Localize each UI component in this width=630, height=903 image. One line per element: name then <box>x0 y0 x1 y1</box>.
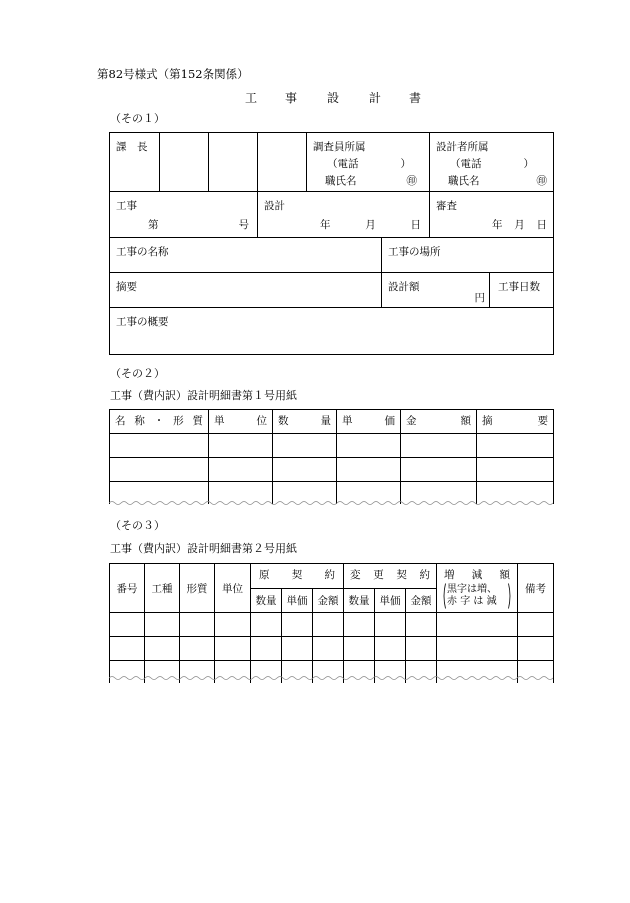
table-cell[interactable] <box>337 458 401 482</box>
kouji-place-cell[interactable] <box>382 238 554 273</box>
designer-title: 設計者所属 <box>436 141 489 153</box>
table-cell[interactable] <box>251 637 282 661</box>
header-char: 量 <box>320 415 331 427</box>
table-row <box>110 458 554 482</box>
header-name-keishitsu <box>110 410 209 434</box>
header-char: 契 <box>396 569 407 581</box>
table-cell[interactable] <box>406 637 437 661</box>
kouji-gaiyou-cell[interactable] <box>110 308 554 355</box>
table-cell[interactable] <box>337 434 401 458</box>
shinsa-label: 審査 <box>436 200 457 212</box>
wavy-break-line <box>109 675 553 681</box>
stamp-cell[interactable] <box>258 133 307 192</box>
header-char: 契 <box>291 569 303 581</box>
table-cell[interactable] <box>518 613 554 637</box>
year-label: 年 <box>492 219 503 231</box>
month-label: 月 <box>365 219 376 231</box>
header-keishitsu <box>180 564 215 613</box>
header-char: 質 <box>192 415 203 427</box>
table-cell[interactable] <box>313 613 344 637</box>
subheader-label: 数量 <box>255 594 277 607</box>
header-tekiyou <box>477 410 554 434</box>
section3-table <box>109 563 554 683</box>
kouji-label: 工事 <box>116 200 137 212</box>
subheader-label: 単価 <box>286 594 308 607</box>
section1-label: （その１） <box>110 112 165 125</box>
table-cell[interactable] <box>344 613 375 637</box>
table-cell[interactable] <box>375 613 406 637</box>
header-char: 形 <box>173 415 184 427</box>
form-number: 第82号様式（第152条関係） <box>97 67 249 81</box>
day-label: 日 <box>410 219 421 231</box>
header-char: 数 <box>278 415 289 427</box>
section2-label: （その２） <box>110 367 165 380</box>
header-char: 単 <box>342 415 353 427</box>
table-cell[interactable] <box>180 613 215 637</box>
table-cell[interactable] <box>110 613 145 637</box>
kouji-days-cell[interactable] <box>490 273 540 307</box>
surveyor-name-label: 職氏名 <box>325 175 357 187</box>
header-char: 原 <box>259 569 270 581</box>
subheader-label: 金額 <box>410 594 432 607</box>
stamp-cell[interactable] <box>209 133 258 192</box>
month-label: 月 <box>514 219 525 231</box>
header-tani <box>209 410 273 434</box>
surveyor-seal: ㊞ <box>406 175 417 187</box>
subheader-label: 数量 <box>348 594 370 607</box>
header-tani <box>215 564 251 613</box>
table-cell[interactable] <box>282 637 313 661</box>
tekiyou-label: 摘要 <box>116 281 137 293</box>
title-char: 事 <box>285 91 298 105</box>
table-cell[interactable] <box>401 434 477 458</box>
header-zougen <box>437 564 518 613</box>
subheader-suuryou <box>251 588 282 613</box>
subheader-tanka <box>375 588 406 613</box>
sekkei-gaku-row <box>382 273 554 308</box>
bangou-label: 番号 <box>116 582 138 595</box>
table-cell[interactable] <box>344 637 375 661</box>
title-char: 工 <box>245 91 258 105</box>
surveyor-cell <box>307 133 430 192</box>
designer-cell <box>430 133 554 192</box>
tani-label: 単位 <box>222 582 243 595</box>
table-cell[interactable] <box>110 637 145 661</box>
sekkei-label: 設計 <box>264 200 285 212</box>
subheader-label: 金額 <box>317 594 339 607</box>
tekiyou-cell[interactable] <box>110 273 382 308</box>
header-char: 額 <box>460 415 471 427</box>
section3-label: （その３） <box>110 519 165 532</box>
wavy-break-line <box>109 500 553 506</box>
table-row <box>110 613 554 637</box>
table-cell[interactable] <box>282 613 313 637</box>
table-cell[interactable] <box>518 637 554 661</box>
table-cell[interactable] <box>180 637 215 661</box>
section2-table <box>109 409 554 504</box>
subheader-label: 単価 <box>379 594 401 607</box>
subheader-kingaku <box>406 588 437 613</box>
kouji-name-cell[interactable] <box>110 238 382 273</box>
surveyor-title: 調査員所属 <box>313 141 366 153</box>
table-cell[interactable] <box>273 434 337 458</box>
kachou-label: 課 長 <box>116 141 148 153</box>
designer-seal: ㊞ <box>536 175 547 187</box>
keishitsu-label: 形質 <box>186 582 208 595</box>
header-char: 約 <box>324 569 336 581</box>
table-cell[interactable] <box>145 637 180 661</box>
table-cell[interactable] <box>477 434 554 458</box>
right-paren-icon <box>508 583 512 609</box>
subheader-suuryou <box>344 588 375 613</box>
header-bangou <box>110 564 145 613</box>
table-cell[interactable] <box>273 458 337 482</box>
sekkei-gaku-cell[interactable] <box>382 273 490 307</box>
table-cell[interactable] <box>313 637 344 661</box>
table-row <box>110 637 554 661</box>
table-cell[interactable] <box>209 434 273 458</box>
kouji-gaiyou-label: 工事の概要 <box>116 316 169 328</box>
table-cell[interactable] <box>110 458 209 482</box>
section2-subtitle: 工事（費内訳）設計明細書第１号用紙 <box>110 389 297 402</box>
table-cell[interactable] <box>215 637 251 661</box>
header-char: 増 <box>444 569 455 581</box>
header-char: 額 <box>499 569 511 581</box>
table-cell[interactable] <box>437 637 518 661</box>
subheader-kingaku <box>313 588 344 613</box>
zougen-note-red: 赤 字 は 減 <box>447 596 497 607</box>
designer-tel: （電話 ） <box>450 158 534 170</box>
stamp-cell[interactable] <box>160 133 209 192</box>
header-char: 金 <box>406 415 417 427</box>
header-char: 約 <box>419 569 431 581</box>
header-bikou <box>518 564 554 613</box>
table-cell[interactable] <box>215 613 251 637</box>
header-tanka <box>337 410 401 434</box>
table-cell[interactable] <box>110 434 209 458</box>
header-henkou-keiyaku <box>344 564 437 589</box>
section3-subtitle: 工事（費内訳）設計明細書第２号用紙 <box>110 542 297 555</box>
year-label: 年 <box>320 219 331 231</box>
title-char: 設 <box>327 91 340 105</box>
header-char: 要 <box>537 415 548 427</box>
kouji-place-label: 工事の場所 <box>388 246 441 258</box>
table-cell[interactable] <box>375 637 406 661</box>
table-cell[interactable] <box>406 613 437 637</box>
table-cell[interactable] <box>145 613 180 637</box>
kachou-cell <box>110 133 160 192</box>
header-char: 更 <box>373 569 384 581</box>
shinsa-date-cell[interactable] <box>430 192 554 238</box>
header-char: 摘 <box>482 415 493 427</box>
gou-label: 号 <box>238 219 249 231</box>
header-koushu <box>145 564 180 613</box>
kouji-days-label: 工事日数 <box>498 281 540 293</box>
header-char: ・ <box>153 415 165 427</box>
header-suuryou <box>273 410 337 434</box>
header-char: 位 <box>256 415 267 427</box>
section1-table <box>109 132 554 355</box>
kouji-number-cell[interactable] <box>110 192 258 238</box>
subheader-tanka <box>282 588 313 613</box>
table-cell[interactable] <box>477 458 554 482</box>
header-char: 変 <box>350 569 361 581</box>
designer-name-label: 職氏名 <box>448 175 480 187</box>
kouji-name-label: 工事の名称 <box>116 246 169 258</box>
table-cell[interactable] <box>401 458 477 482</box>
header-char: 価 <box>384 415 395 427</box>
day-label: 日 <box>536 219 547 231</box>
sekkei-gaku-label: 設計額 <box>388 281 420 293</box>
header-char: 称 <box>134 415 145 427</box>
table-row <box>110 434 554 458</box>
sekkei-date-cell[interactable] <box>258 192 430 238</box>
koushu-label: 工種 <box>151 582 173 595</box>
header-gen-keiyaku <box>251 564 344 589</box>
table-cell[interactable] <box>251 613 282 637</box>
dai-label: 第 <box>148 219 159 231</box>
table-cell[interactable] <box>437 613 518 637</box>
title-char: 書 <box>409 91 422 105</box>
surveyor-tel: （電話 ） <box>327 158 411 170</box>
header-kingaku <box>401 410 477 434</box>
table-cell[interactable] <box>209 458 273 482</box>
title-char: 計 <box>369 91 382 105</box>
header-char: 減 <box>471 569 483 581</box>
bikou-label: 備考 <box>525 582 547 595</box>
header-char: 名 <box>115 415 126 427</box>
zougen-note-black: 黒字は増、 <box>447 584 498 595</box>
yen-label: 円 <box>474 292 485 304</box>
header-char: 単 <box>214 415 225 427</box>
